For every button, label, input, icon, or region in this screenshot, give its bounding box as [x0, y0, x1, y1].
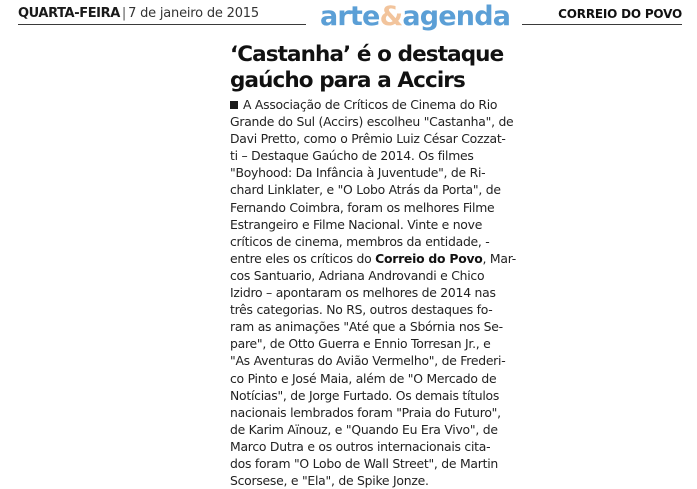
body-line: pare", de Otto Guerra e Ennio Torresan Jr., e: [230, 336, 491, 352]
headline-line: gaúcho para a Accirs: [230, 68, 465, 93]
body-line: ti – Destaque Gaúcho de 2014. Os filmes: [230, 148, 474, 164]
newspaper-name: CORREIO DO POVO: [558, 7, 682, 21]
body-line: Fernando Coimbra, foram os melhores Filme: [230, 199, 495, 215]
body-line: Scorsese, e "Ela", de Spike Jonze.: [230, 473, 429, 489]
section-logo-ampersand: &: [379, 1, 403, 32]
body-line: cos Santuario, Adriana Androvandi e Chico: [230, 267, 485, 283]
body-line: [230, 250, 516, 267]
body-line: co Pinto e José Maia, além de "O Mercado de: [230, 370, 497, 386]
body-line: Davi Pretto, como o Prêmio Luiz César Cozzat-: [230, 131, 506, 147]
date-separator: |: [121, 6, 127, 21]
weekday: QUARTA-FEIRA: [18, 6, 120, 21]
section-logo-part1: arte: [320, 1, 380, 32]
body-line: "Boyhood: Da Infância à Juventude", de Ri-: [230, 165, 486, 181]
article-body: [230, 96, 516, 489]
header-rule-right: [522, 24, 682, 25]
body-line-text: entre eles os críticos do: [230, 250, 376, 266]
edition-date-line: [18, 6, 259, 21]
section-logo-part2: agenda: [402, 1, 511, 32]
body-line: Notícias", de Jorge Furtado. Os demais títulos: [230, 387, 500, 403]
header-rule-left: [18, 24, 306, 25]
body-line: Izidro – apontaram os melhores de 2014 nas: [230, 285, 496, 301]
newspaper-mention: Correio do Povo: [375, 250, 483, 266]
section-logo: [320, 1, 510, 32]
body-line-text: A Associação de Críticos de Cinema do Rio: [243, 97, 498, 112]
body-line: dos foram "O Lobo de Wall Street", de Martin: [230, 455, 499, 471]
article: [230, 42, 516, 489]
body-line-text: , Mar-: [482, 250, 516, 266]
body-line: [230, 96, 498, 113]
body-line: Estrangeiro e Filme Nacional. Vinte e nove: [230, 216, 483, 232]
body-line: de Karim Aïnouz, e "Quando Eu Era Vivo", de: [230, 421, 498, 437]
body-line: nacionais lembrados foram "Praia do Futuro",: [230, 404, 501, 420]
body-line: Marco Dutra e os outros internacionais cita-: [230, 438, 491, 454]
body-line: chard Linklater, e "O Lobo Atrás da Porta", de: [230, 182, 501, 198]
body-line: críticos de cinema, membros da entidade, -: [230, 233, 490, 249]
body-line: "As Aventuras do Avião Vermelho", de Frederi-: [230, 353, 506, 369]
body-line: ram as animações "Até que a Sbórnia nos Se-: [230, 319, 503, 335]
publication-date: 7 de janeiro de 2015: [128, 6, 259, 21]
headline: [230, 42, 504, 94]
body-line: Grande do Sul (Accirs) escolheu "Castanha", de: [230, 114, 514, 130]
body-line: três categorias. No RS, outros destaques fo-: [230, 302, 493, 318]
headline-line: ‘Castanha’ é o destaque: [230, 42, 504, 67]
square-bullet-icon: [230, 101, 238, 109]
